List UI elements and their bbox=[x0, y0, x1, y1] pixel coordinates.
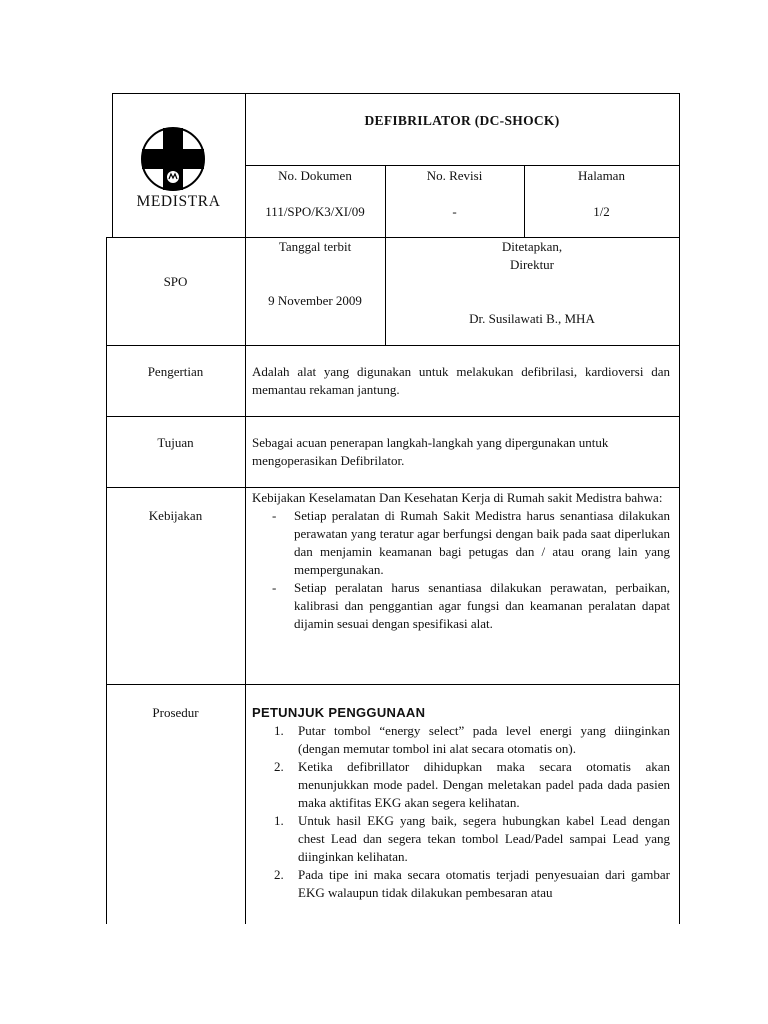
approval-title: Direktur bbox=[509, 257, 555, 272]
issue-date-value: 9 November 2009 bbox=[268, 293, 362, 308]
right-border bbox=[679, 93, 680, 924]
prosedur-top-border bbox=[106, 684, 679, 685]
prosedur-heading: PETUNJUK PENGGUNAAN bbox=[252, 705, 426, 720]
main-left-border bbox=[106, 237, 107, 924]
header-top-border bbox=[112, 93, 679, 94]
document-title: DEFIBRILATOR (DC-SHOCK) bbox=[364, 113, 560, 128]
director-name: Dr. Susilawati B., MHA bbox=[469, 311, 595, 326]
doc-number-value: 111/SPO/K3/XI/09 bbox=[265, 204, 365, 219]
spo-label: SPO bbox=[163, 274, 188, 289]
medistra-logo bbox=[138, 124, 208, 194]
page-label: Halaman bbox=[578, 168, 625, 183]
kebijakan-intro: Kebijakan Keselamatan Dan Kesehatan Kerja di Rumah sakit Medistra bahwa: bbox=[252, 490, 663, 505]
header-left-border bbox=[112, 93, 113, 238]
title-bottom-border bbox=[245, 165, 679, 166]
kebijakan-label: Kebijakan bbox=[148, 508, 203, 523]
prosedur-step: 1. Untuk hasil EKG yang baik, segera hubungkan kabel Lead dengan chest Lead dan segera tekan tombol Lead/Padel sampai Lead yang diinginkan kelihatan. bbox=[274, 813, 670, 864]
prosedur-step: 2. Pada tipe ini maka secara otomatis terjadi penyesuaian dari gambar EKG walaupun tidak dilakukan pembesaran atau bbox=[274, 867, 670, 900]
kebijakan-top-border bbox=[106, 487, 679, 488]
revision-label: No. Revisi bbox=[426, 168, 483, 183]
kebijakan-item: - Setiap peralatan harus senantiasa dilakukan perawatan, perbaikan, kalibrasi dan penggantian agar fungsi dan keamanan peralatan dapat dijamin sesuai dengan spesifikasi alat. bbox=[272, 580, 670, 631]
pengertian-label: Pengertian bbox=[147, 364, 204, 379]
medistra-logo-icon bbox=[138, 124, 208, 194]
kebijakan-content bbox=[252, 489, 670, 633]
prosedur-step: 1. Putar tombol “energy select” pada level energi yang diinginkan (dengan memutar tombol ini alat secara otomatis on). bbox=[274, 723, 670, 756]
revision-value: - bbox=[452, 204, 457, 219]
prosedur-label: Prosedur bbox=[152, 705, 199, 720]
tujuan-label: Tujuan bbox=[157, 435, 194, 450]
kebijakan-item: - Setiap peralatan di Rumah Sakit Medistra harus senantiasa dilakukan perawatan yang teratur agar berfungsi dengan baik pada saat diperlukan dan menjamin keamanan bagi petugas dan / atau orang lain yang mempergunakan. bbox=[272, 508, 670, 577]
approval-label: Ditetapkan, bbox=[501, 239, 563, 254]
prosedur-steps bbox=[252, 722, 670, 902]
issue-date-label: Tanggal terbit bbox=[278, 239, 352, 254]
page-value: 1/2 bbox=[593, 204, 610, 219]
kebijakan-list bbox=[252, 507, 670, 633]
doc-number-label: No. Dokumen bbox=[278, 168, 352, 183]
pengertian-text: Adalah alat yang digunakan untuk melakukan defibrilasi, kardioversi dan memantau rekaman jantung. bbox=[252, 364, 670, 397]
prosedur-step: 2. Ketika defibrillator dihidupkan maka secara otomatis akan menunjukkan mode padel. Dengan meletakan padel pada dada pasien maka aktifitas EKG akan segera kelihatan. bbox=[274, 759, 670, 810]
tujuan-text: Sebagai acuan penerapan langkah-langkah yang dipergunakan untuk mengoperasikan Defibrilator. bbox=[252, 435, 609, 468]
prosedur-content bbox=[252, 704, 670, 924]
tujuan-top-border bbox=[106, 416, 679, 417]
logo-text: MEDISTRA bbox=[136, 193, 221, 210]
pengertian-top-border bbox=[106, 345, 679, 346]
